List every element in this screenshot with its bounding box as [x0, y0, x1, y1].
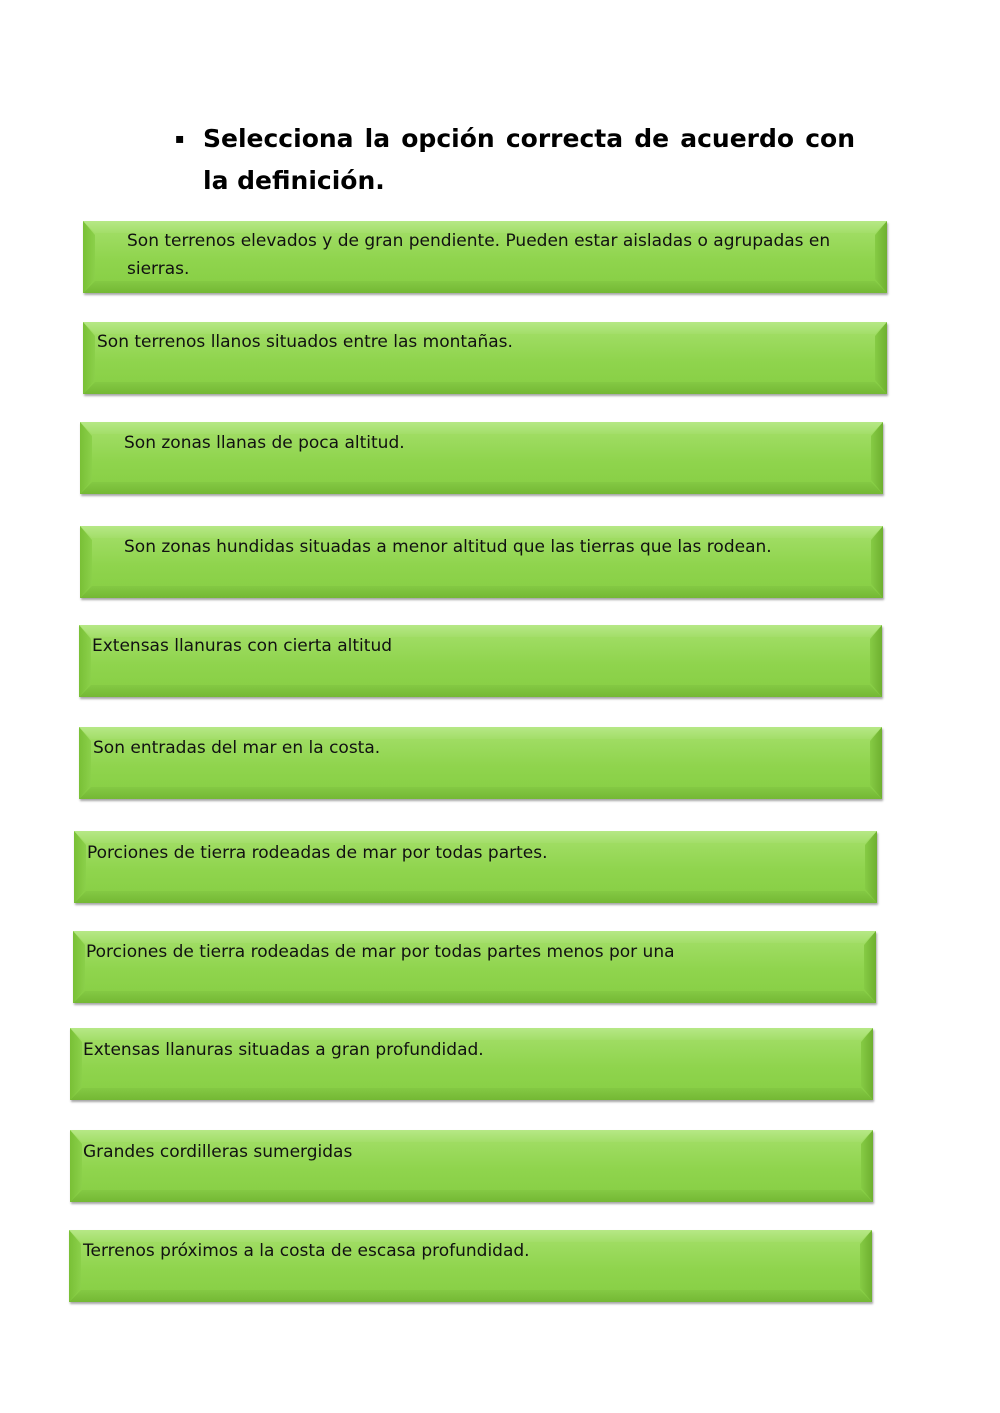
definition-card-1[interactable] [83, 221, 887, 293]
definition-text: Son zonas llanas de poca altitud. [124, 433, 405, 453]
definition-text: Extensas llanuras situadas a gran profundidad. [83, 1040, 484, 1060]
definition-card-2[interactable] [83, 322, 887, 394]
definition-text: Son entradas del mar en la costa. [93, 738, 381, 758]
definition-card-11[interactable] [69, 1230, 872, 1302]
definition-text: Terrenos próximos a la costa de escasa profundidad. [83, 1241, 530, 1261]
definition-text: Son terrenos elevados y de gran pendiente. Pueden estar aisladas o agrupadas en sierras. [127, 231, 831, 279]
instruction-text: Selecciona la opción correcta de acuerdo con la definición. [203, 124, 855, 195]
definition-card-10[interactable] [70, 1130, 873, 1202]
definition-text: Porciones de tierra rodeadas de mar por todas partes menos por una [86, 942, 675, 962]
definition-text: Porciones de tierra rodeadas de mar por todas partes. [87, 843, 548, 863]
definition-card-8[interactable] [73, 931, 876, 1003]
definition-card-7[interactable] [74, 831, 877, 903]
definition-card-4[interactable] [80, 526, 883, 598]
instruction-heading [175, 118, 855, 202]
definition-text: Son zonas hundidas situadas a menor altitud que las tierras que las rodean. [124, 537, 772, 557]
definition-text: Son terrenos llanos situados entre las montañas. [97, 332, 513, 352]
definition-card-3[interactable] [80, 422, 883, 494]
definition-text: Grandes cordilleras sumergidas [83, 1142, 353, 1162]
definition-card-6[interactable] [79, 727, 882, 799]
definition-text: Extensas llanuras con cierta altitud [92, 636, 393, 656]
square-bullet-icon: ▪ [175, 131, 185, 147]
definition-card-5[interactable] [79, 625, 882, 697]
definition-card-9[interactable] [70, 1028, 873, 1100]
